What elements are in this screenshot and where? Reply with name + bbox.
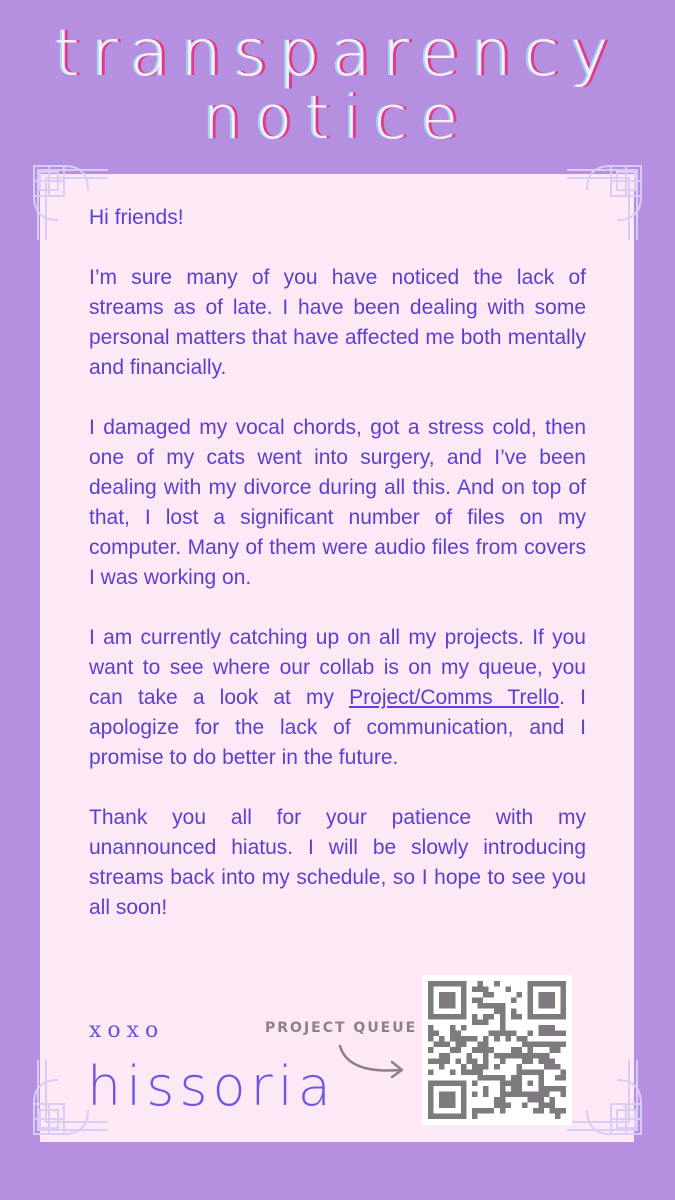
signoff-xoxo: xoxo [89,1018,165,1043]
paragraph-4: Thank you all for your patience with my unannounced hiatus. I will be slowly introducing streams back into my schedule, so I hope to see you all soon! [89,806,586,919]
paragraph-2: I damaged my vocal chords, got a stress cold, then one of my cats went into surgery, and I’ve been dealing with my divorce during all this. And on top of that, I lost a significant number of files on my computer. Many of them were audio files from covers I was working on. [89,416,586,589]
qr-code-icon [428,981,566,1119]
corner-ornament-icon [565,1058,647,1140]
curved-arrow-icon [330,1040,410,1080]
paragraph-3-text-end: . I apologize for the lack of communication, and I promise to do better in the future. [89,686,586,769]
signature-name: hissoria [87,1055,336,1118]
title-line-1: transparency [54,17,621,91]
paragraph-3 [89,623,586,773]
greeting: Hi friends! [89,206,184,229]
trello-link[interactable]: Project/Comms Trello [349,686,560,709]
paragraph-3-text-start: I am currently catching up on all my projects. If you want to see where our collab is on my queue, you can take a look at my [89,626,586,709]
project-queue-label: PROJECT QUEUE [265,1020,418,1036]
paragraph-1: I’m sure many of you have noticed the lack of streams as of late. I have been dealing with some personal matters that have affected me both mentally and financially. [89,266,586,379]
qr-code[interactable] [422,975,572,1125]
title-line-2: notice [203,83,472,153]
letter-body [89,203,586,923]
